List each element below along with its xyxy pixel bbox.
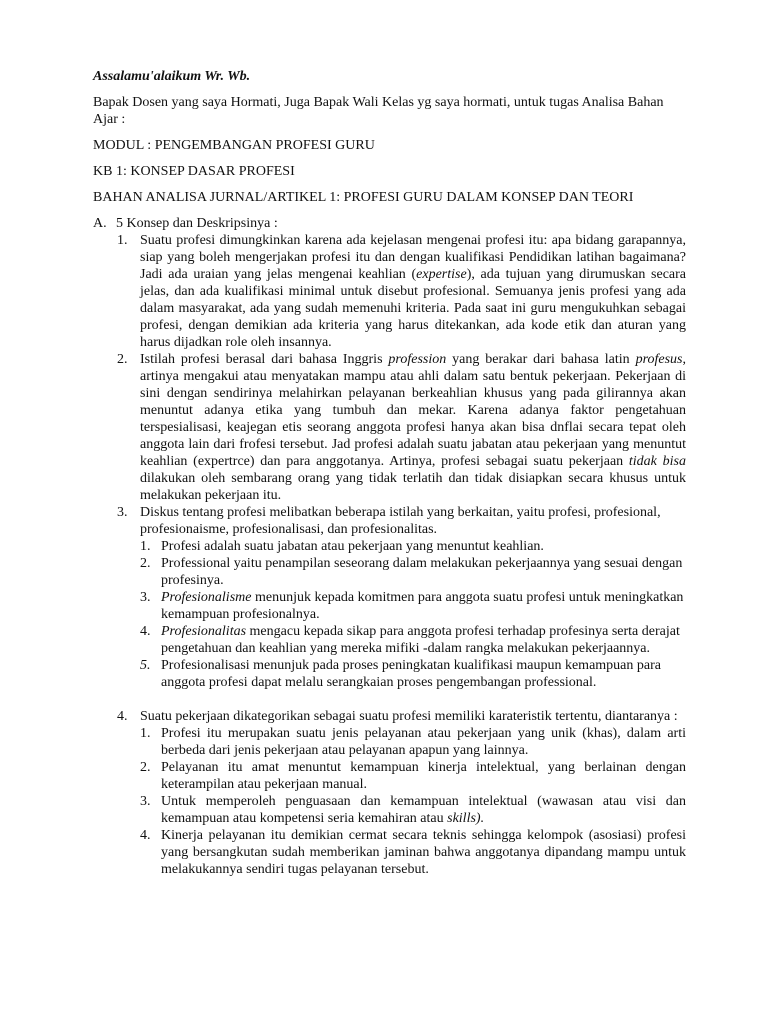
sub-list-item: 4. Profesionalitas mengacu kepada sikap para anggota profesi terhadap profesinya serta derajat pengetahuan dan keahlian yang mereka mifiki -dalam rangka melakukan pekerjaannya.	[140, 624, 680, 656]
modul-line: MODUL : PENGEMBANGAN PROFESI GURU	[93, 138, 375, 153]
greeting: Assalamu'alaikum Wr. Wb.	[93, 69, 251, 84]
sub-list	[140, 725, 686, 878]
sub-list-item: 2. Pelayanan itu amat menuntut kemampuan kinerja intelektual, yang berlainan dengan keterampilan atau pekerjaan manual.	[140, 760, 686, 792]
intro-paragraph: Bapak Dosen yang saya Hormati, Juga Bapak Wali Kelas yg saya hormati, untuk tugas Analisa Bahan Ajar :	[93, 95, 664, 127]
spacer	[117, 691, 686, 708]
sub-list-item: 1. Profesi adalah suatu jabatan atau pekerjaan yang menuntut keahlian.	[140, 539, 544, 554]
item-text: Istilah profesi berasal dari bahasa Inggris profession yang berakar dari bahasa latin profesus, artinya mengakui atau menyatakan mampu atau ahli dalam satu bentuk pekerjaan. Pekerjaan di sini dengan sendirinya melahirkan pelayanan berkeahlian khusus yang pada gilirannya akan menuntut adanya etika yang tumbuh dan mekar. Karena adanya faktor pengetahuan terspesialisasi, keajegan etis seorang anggota profesi hanya akan bisa dnflai secara tepat oleh anggota lain dari frofesi tersebut. Jad profesi adalah suatu jabatan atau pekerjaan yang menuntut keahlian (expertrce) dan para anggotanya. Artinya, profesi sebagai suatu pekerjaan tidak bisa dilakukan oleh sembarang orang yang tidak terlatih dan tidak disiapkan secara khusus untuk melakukan pekerjaan itu.	[140, 352, 686, 503]
sub-list-item: 5. Profesionalisasi menunjuk pada proses peningkatan kualifikasi maupun kemampuan para anggota profesi dapat melalu serangkaian proses pengembangan professional.	[140, 658, 661, 690]
section-a	[93, 215, 686, 878]
list-item	[117, 708, 686, 878]
main-list	[117, 232, 686, 878]
list-item	[117, 504, 686, 691]
item-number: 3.	[117, 505, 128, 520]
item-number: 1.	[117, 233, 128, 248]
item-number: 2.	[117, 352, 128, 367]
bahan-line: BAHAN ANALISA JURNAL/ARTIKEL 1: PROFESI GURU DALAM KONSEP DAN TEORI	[93, 190, 634, 205]
item-text: Suatu pekerjaan dikategorikan sebagai suatu profesi memiliki karateristik tertentu, diantaranya : 1. Profesi itu merupakan suatu jenis pelayanan atau pekerjaan yang unik (khas), dalam arti berbeda dari jenis pekerjaan atau pelayanan apapun yang lainnya. 2. Pelayanan itu amat menuntut kemampuan kinerja intelektual, yang berlainan dengan keterampilan atau pekerjaan manual. 3. Untuk memperoleh penguasaan dan kemampuan intelektual (wawasan atau visi dan kemampuan atau kompetensi seria kemahiran atau skills). 4. Kinerja pelayanan itu demikian cermat secara teknis sehingga kelompok (asosiasi) profesi yang bersangkutan sudah memberikan jaminan bahwa anggotanya dipandang mampu untuk melakukannya sendiri tugas pelayanan tersebut.	[140, 709, 686, 877]
sub-list-item: 2. Professional yaitu penampilan seseorang dalam melakukan pekerjaannya yang sesuai dengan profesinya.	[140, 556, 683, 588]
sub-list-item: 4. Kinerja pelayanan itu demikian cermat secara teknis sehingga kelompok (asosiasi) profesi yang bersangkutan sudah memberikan jaminan bahwa anggotanya dipandang mampu untuk melakukannya sendiri tugas pelayanan tersebut.	[140, 828, 686, 877]
list-item	[117, 351, 686, 504]
list-item	[117, 232, 686, 351]
section-a-title: 5 Konsep dan Deskripsinya :	[116, 216, 278, 231]
section-a-heading	[93, 215, 686, 232]
kb-line: KB 1: KONSEP DASAR PROFESI	[93, 164, 295, 179]
section-a-marker: A.	[93, 216, 107, 231]
sub-list-item: 3. Untuk memperoleh penguasaan dan kemampuan intelektual (wawasan atau visi dan kemampuan atau kompetensi seria kemahiran atau skills).	[140, 794, 686, 826]
sub-list-item: 1. Profesi itu merupakan suatu jenis pelayanan atau pekerjaan yang unik (khas), dalam arti berbeda dari jenis pekerjaan atau pelayanan apapun yang lainnya.	[140, 726, 686, 758]
sub-list	[140, 538, 686, 691]
sub-list-item: 3. Profesionalisme menunjuk kepada komitmen para anggota suatu profesi untuk meningkatkan kemampuan profesionalnya.	[140, 590, 684, 622]
item-text: Diskus tentang profesi melibatkan beberapa istilah yang berkaitan, yaitu profesi, profesional, profesionaisme, profesionalisasi, dan profesionalitas. 1. Profesi adalah suatu jabatan atau pekerjaan yang menuntut keahlian. 2. Professional yaitu penampilan seseorang dalam melakukan pekerjaannya yang sesuai dengan profesinya. 3. Profesionalisme menunjuk kepada komitmen para anggota suatu profesi untuk meningkatkan kemampuan profesionalnya. 4. Profesionalitas mengacu kepada sikap para anggota profesi terhadap profesinya serta derajat pengetahuan dan keahlian yang mereka mifiki -dalam rangka melakukan pekerjaannya. 5. Profesionalisasi menunjuk pada proses peningkatan kualifikasi maupun kemampuan para anggota profesi dapat melalu serangkaian proses pengembangan professional.	[140, 504, 686, 691]
item-number: 4.	[117, 709, 128, 724]
item-text: Suatu profesi dimungkinkan karena ada kejelasan mengenai profesi itu: apa bidang garapannya, siap yang boleh mengerjakan profesi itu dan dengan kualifikasi Pendidikan latihan bagaimana? Jadi ada uraian yang jelas mengenai keahlian (expertise), ada tujuan yang dirumuskan secara jelas, dan ada kualifikasi minimal untuk disebut profesional. Semuanya jenis profesi yang ada dalam masyarakat, ada yang sudah memenuhi kriteria. Pada saat ini guru mengukuhkan sebagai profesi, dengan demikian ada kriteria yang harus ditekankan, ada kode etik dan aturan yang harus dijadkan role oleh insannya.	[140, 233, 686, 350]
